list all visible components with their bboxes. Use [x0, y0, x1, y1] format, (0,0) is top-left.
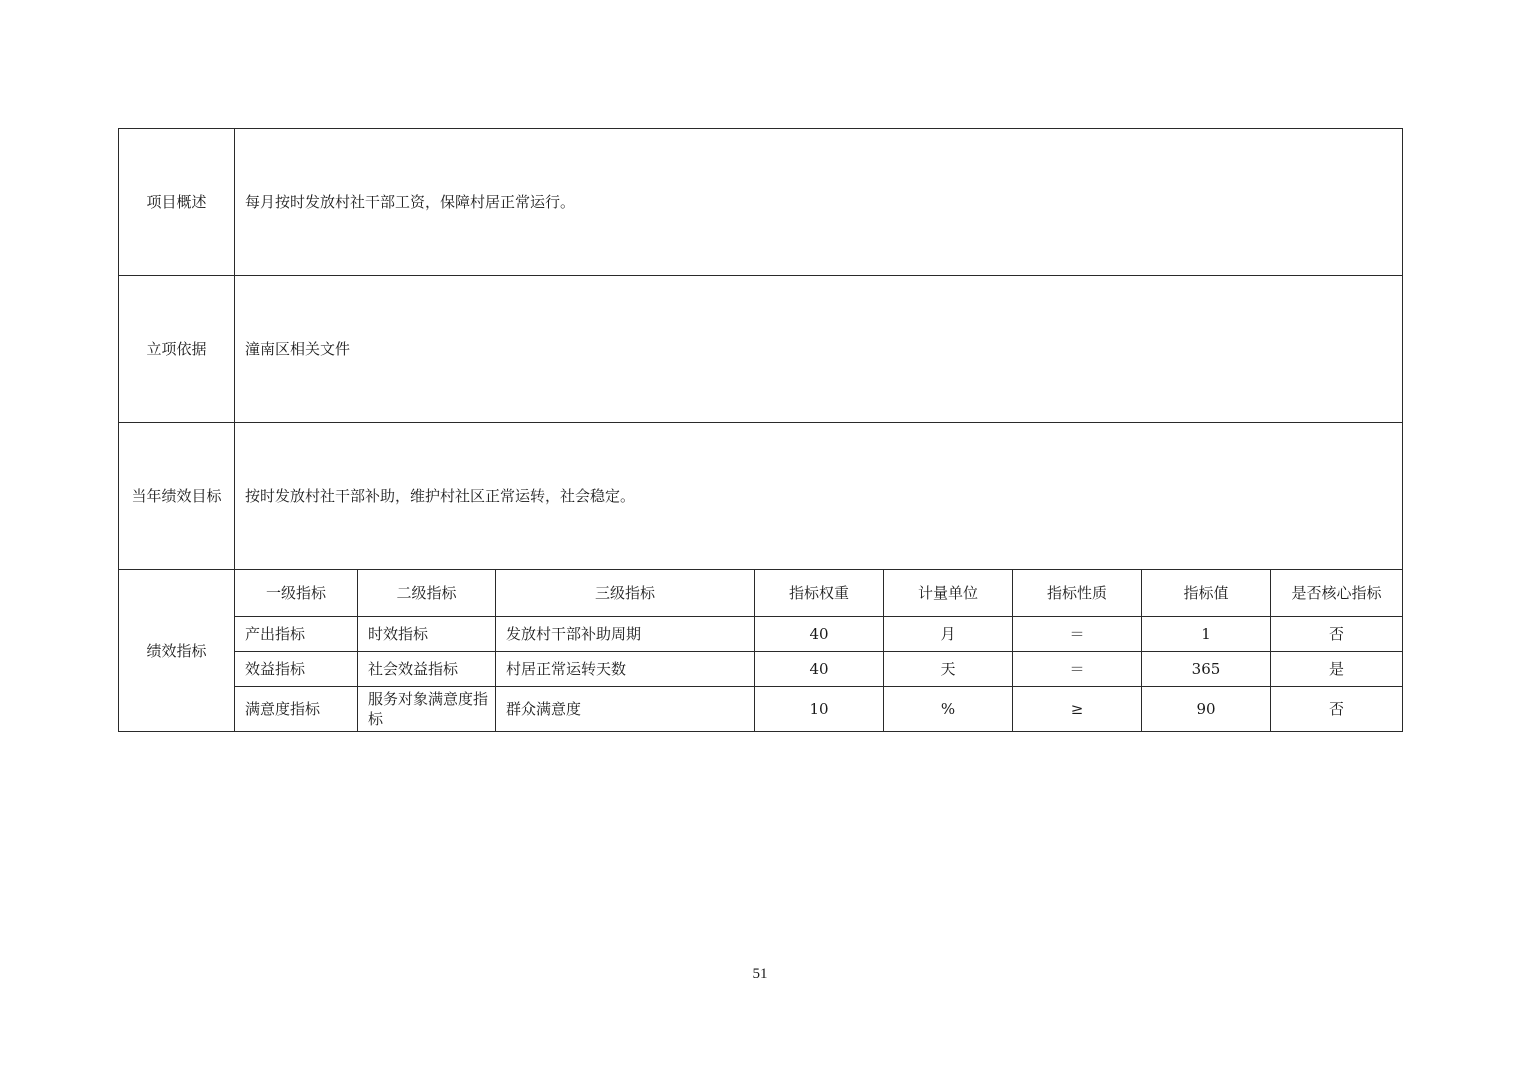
- row2-level3: 村居正常运转天数: [496, 652, 755, 687]
- row3-level1: 满意度指标: [235, 687, 358, 732]
- table-row: [119, 687, 1403, 732]
- row2-level2: 社会效益指标: [358, 652, 496, 687]
- row1-weight: 40: [755, 617, 884, 652]
- table-row: [119, 652, 1403, 687]
- row2-core: 是: [1271, 652, 1403, 687]
- header-level1: 一级指标: [235, 570, 358, 617]
- row3-value: 90: [1142, 687, 1271, 732]
- basis-row: [119, 276, 1403, 423]
- row2-nature: ＝: [1013, 652, 1142, 687]
- page-number: 51: [752, 966, 768, 982]
- basis-label: 立项依据: [119, 276, 235, 423]
- row2-level1: 效益指标: [235, 652, 358, 687]
- row1-level1: 产出指标: [235, 617, 358, 652]
- header-core: 是否核心指标: [1271, 570, 1403, 617]
- goal-row: [119, 423, 1403, 570]
- overview-content: 每月按时发放村社干部工资，保障村居正常运行。: [235, 129, 1403, 276]
- row1-unit: 月: [884, 617, 1013, 652]
- row2-weight: 40: [755, 652, 884, 687]
- header-nature: 指标性质: [1013, 570, 1142, 617]
- row3-core: 否: [1271, 687, 1403, 732]
- row1-level3: 发放村干部补助周期: [496, 617, 755, 652]
- row3-weight: 10: [755, 687, 884, 732]
- header-weight: 指标权重: [755, 570, 884, 617]
- header-level2: 二级指标: [358, 570, 496, 617]
- overview-row: [119, 129, 1403, 276]
- goal-content: 按时发放村社干部补助，维护村社区正常运转，社会稳定。: [235, 423, 1403, 570]
- header-unit: 计量单位: [884, 570, 1013, 617]
- indicators-label: 绩效指标: [119, 570, 235, 732]
- row1-core: 否: [1271, 617, 1403, 652]
- row2-value: 365: [1142, 652, 1271, 687]
- row1-value: 1: [1142, 617, 1271, 652]
- header-value: 指标值: [1142, 570, 1271, 617]
- goal-label: 当年绩效目标: [119, 423, 235, 570]
- row3-unit: %: [884, 687, 1013, 732]
- project-performance-table: [118, 128, 1403, 732]
- row2-unit: 天: [884, 652, 1013, 687]
- row1-nature: ＝: [1013, 617, 1142, 652]
- row3-nature: ≥: [1013, 687, 1142, 732]
- basis-content: 潼南区相关文件: [235, 276, 1403, 423]
- indicator-header-row: [119, 570, 1403, 617]
- header-level3: 三级指标: [496, 570, 755, 617]
- row3-level2: 服务对象满意度指标: [358, 687, 496, 732]
- table-row: [119, 617, 1403, 652]
- row3-level3: 群众满意度: [496, 687, 755, 732]
- row1-level2: 时效指标: [358, 617, 496, 652]
- overview-label: 项目概述: [119, 129, 235, 276]
